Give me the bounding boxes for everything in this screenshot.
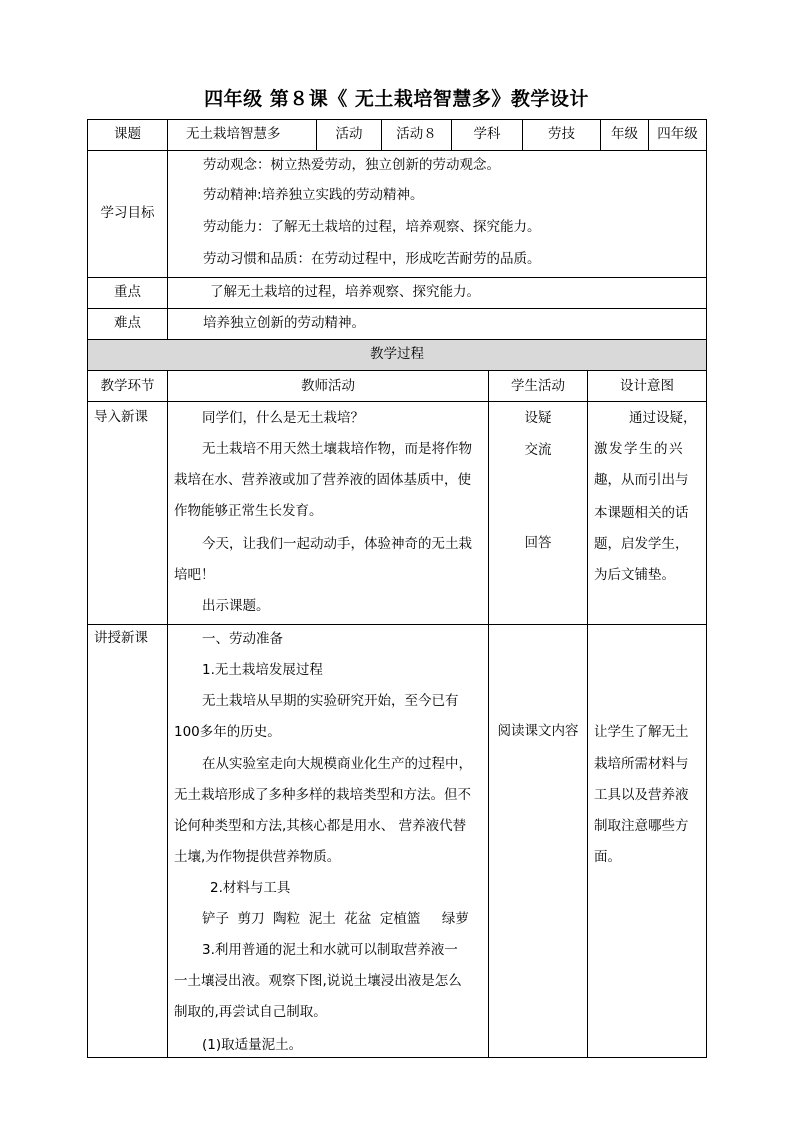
key-point-label: 重点 bbox=[114, 284, 141, 300]
teacher-line: 一土壤浸出液。观察下图,说说土壤浸出液是怎么 bbox=[174, 973, 462, 989]
teacher-line: 作物能够正常生长发育。 bbox=[174, 503, 323, 519]
intent-line: 题，启发学生， bbox=[594, 536, 689, 552]
teacher-line: 1.无土栽培发展过程 bbox=[202, 662, 323, 678]
page-title: 四年级 第８课《 无土栽培智慧多》教学设计 bbox=[204, 88, 589, 110]
teacher-line: 一、劳动准备 bbox=[202, 631, 283, 647]
teacher-line: 无土栽培形成了多种多样的栽培类型和方法。但不 bbox=[174, 787, 471, 803]
student-activity: 设疑 bbox=[524, 410, 552, 426]
course-value: 无土栽培智慧多 bbox=[186, 126, 281, 142]
teacher-line: 论何种类型和方法,其核心都是用水、 营养液代替 bbox=[174, 818, 467, 834]
objectives-label: 学习目标 bbox=[100, 205, 155, 221]
teacher-line: 无土栽培不用天然土壤栽培作物，而是将作物 bbox=[202, 441, 472, 457]
difficulty-label: 难点 bbox=[114, 315, 141, 331]
teacher-line: 出示课题。 bbox=[202, 598, 270, 614]
objective-item: 劳动观念：树立热爱劳动，独立创新的劳动观念。 bbox=[203, 157, 500, 173]
key-point-value: 了解无土栽培的过程，培养观察、探究能力。 bbox=[210, 284, 480, 300]
intent-line: 为后文铺垫。 bbox=[594, 567, 675, 583]
teacher-line: 100多年的历史。 bbox=[174, 724, 281, 740]
intent-line: 趣，从而引出与 bbox=[594, 472, 689, 488]
difficulty-value: 培养独立创新的劳动精神。 bbox=[203, 315, 365, 331]
student-activity: 阅读课文内容 bbox=[497, 723, 579, 739]
teacher-line: 培吧！ bbox=[174, 567, 215, 583]
process-title: 教学过程 bbox=[370, 346, 424, 362]
teacher-line: 3.利用普通的泥土和水就可以制取营养液一 bbox=[202, 942, 458, 958]
col-student: 学生活动 bbox=[511, 378, 565, 394]
teacher-line: 栽培在水、营养液或加了营养液的固体基质中，使 bbox=[174, 472, 471, 488]
student-activity: 回答 bbox=[524, 535, 552, 551]
col-teacher: 教师活动 bbox=[301, 378, 355, 394]
teacher-line: 无土栽培从早期的实验研究开始，至今已有 bbox=[202, 693, 459, 709]
teacher-line: 今天，让我们一起动动手，体验神奇的无土栽 bbox=[202, 536, 472, 552]
teacher-line: 土壤,为作物提供营养物质。 bbox=[174, 849, 341, 865]
activity-value: 活动８ bbox=[396, 126, 437, 142]
teacher-line: 2.材料与工具 bbox=[210, 880, 291, 896]
objective-item: 劳动精神:培养独立实践的劳动精神。 bbox=[203, 187, 424, 203]
intent-line: 栽培所需材料与 bbox=[594, 756, 689, 772]
teacher-line: (1)取适量泥土。 bbox=[202, 1037, 303, 1053]
subject-value: 劳技 bbox=[548, 126, 575, 142]
lesson-stage: 讲授新课 bbox=[94, 630, 148, 646]
teacher-line: 同学们，什么是无土栽培？ bbox=[202, 410, 364, 426]
intent-line: 让学生了解无土 bbox=[594, 724, 689, 740]
intent-line: 激发学生的兴 bbox=[594, 441, 684, 457]
objective-item: 劳动能力：了解无土栽培的过程，培养观察、探究能力。 bbox=[203, 219, 541, 235]
teacher-line: 铲子 剪刀 陶粒 泥土 花盆 定植篮 绿萝 bbox=[202, 911, 469, 927]
subject-label: 学科 bbox=[473, 126, 501, 142]
objective-item: 劳动习惯和品质：在劳动过程中，形成吃苦耐劳的品质。 bbox=[203, 251, 541, 267]
intent-line: 本课题相关的话 bbox=[594, 505, 689, 521]
grade-value: 四年级 bbox=[657, 126, 698, 142]
teacher-line: 在从实验室走向大规模商业化生产的过程中， bbox=[202, 756, 472, 772]
intent-line: 制取注意哪些方 bbox=[594, 818, 689, 834]
teacher-line: 制取的,再尝试自己制取。 bbox=[174, 1004, 327, 1020]
grade-label: 年级 bbox=[611, 126, 638, 142]
intro-stage: 导入新课 bbox=[94, 409, 148, 425]
intent-line: 通过设疑， bbox=[629, 410, 697, 426]
student-activity: 交流 bbox=[524, 442, 552, 458]
intent-line: 面。 bbox=[594, 849, 621, 865]
course-label: 课题 bbox=[114, 126, 141, 142]
col-intent: 设计意图 bbox=[620, 378, 674, 394]
activity-label: 活动 bbox=[335, 126, 363, 142]
col-stage: 教学环节 bbox=[100, 378, 155, 394]
intent-line: 工具以及营养液 bbox=[594, 787, 689, 803]
